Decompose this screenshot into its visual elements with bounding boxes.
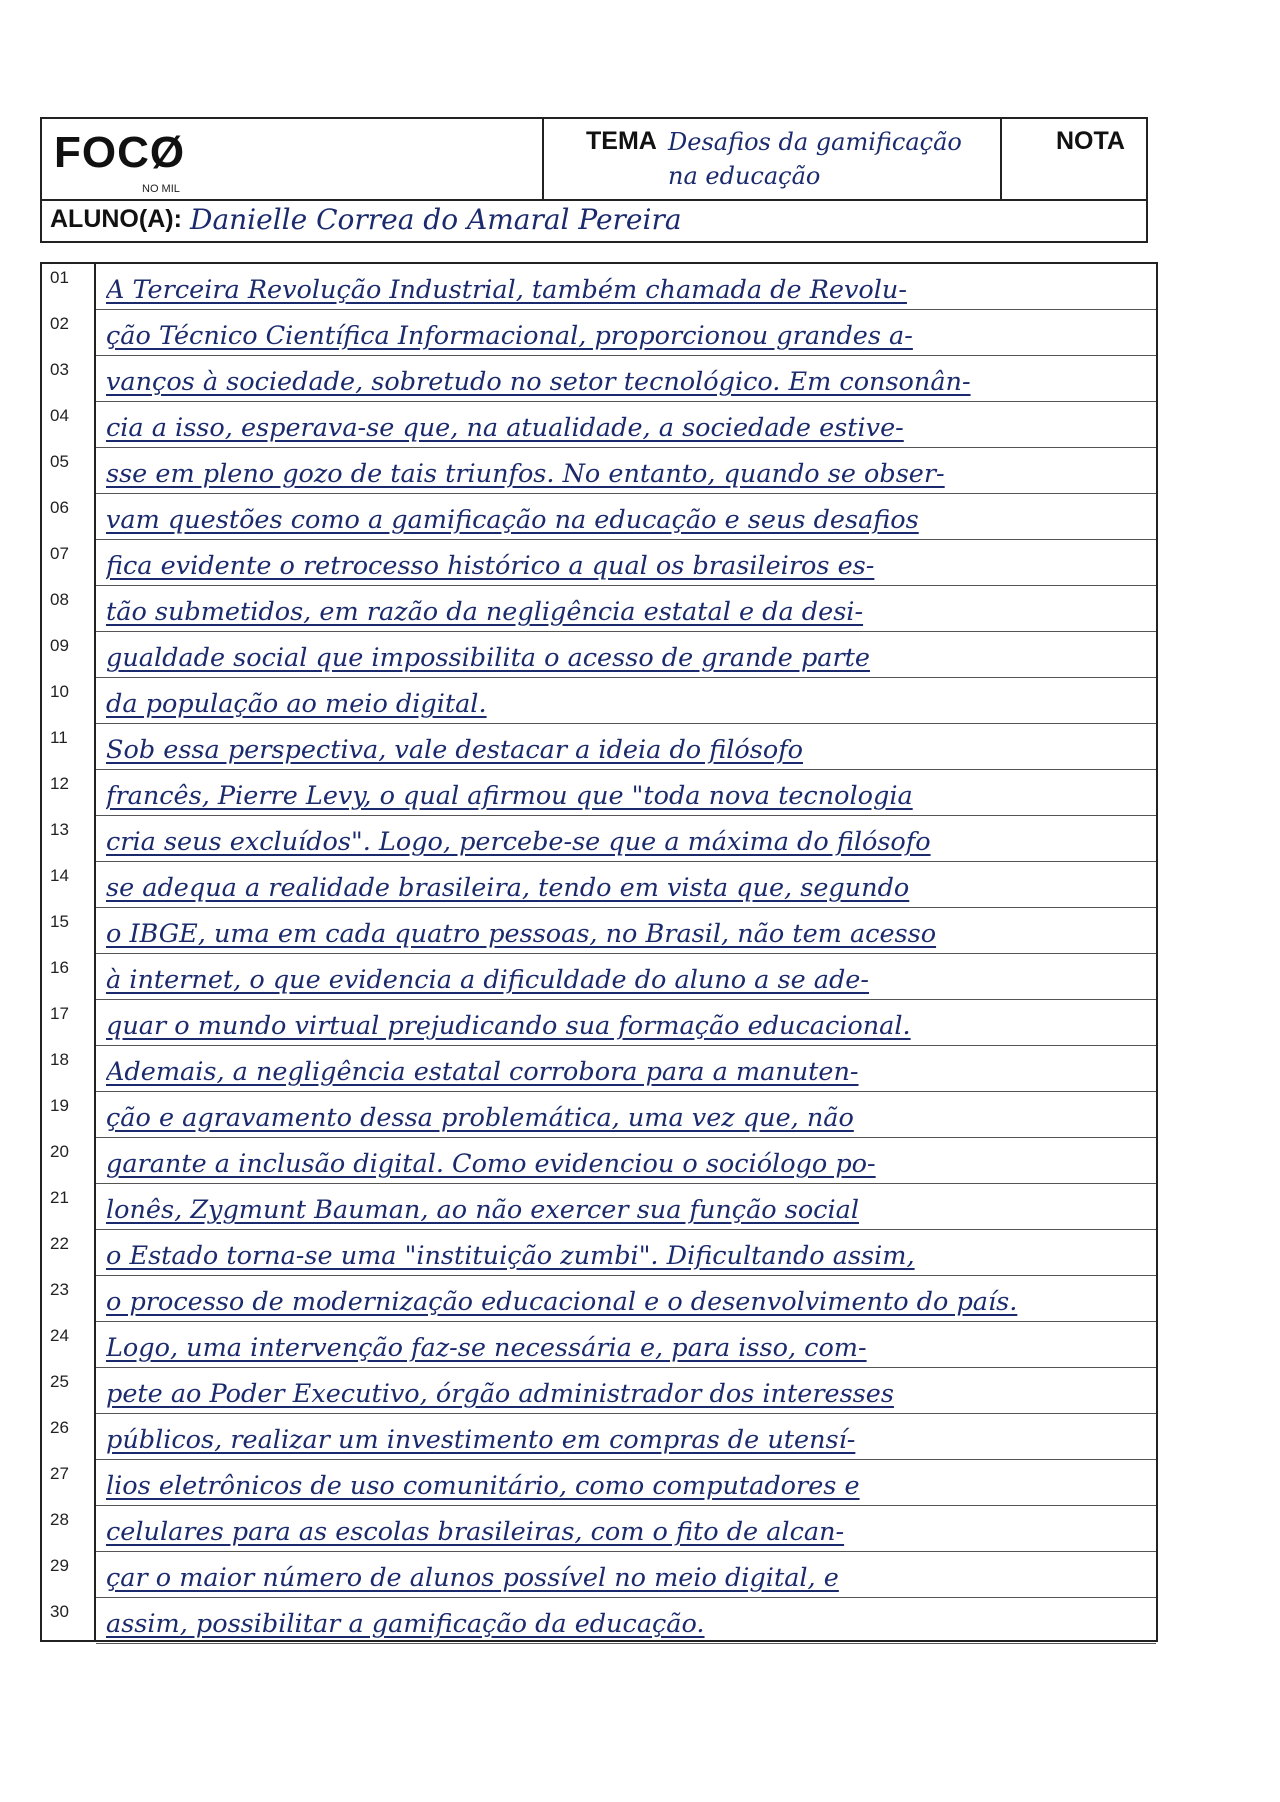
essay-line xyxy=(42,1138,1156,1184)
essay-line xyxy=(42,1368,1156,1414)
tema-label: TEMA xyxy=(586,127,657,155)
line-text: lios eletrônicos de uso comunitário, como computadores e xyxy=(106,1471,860,1501)
line-text: çar o maior número de alunos possível no meio digital, e xyxy=(106,1563,839,1593)
line-text: francês, Pierre Levy, o qual afirmou que "toda nova tecnologia xyxy=(106,781,913,811)
aluno-label: ALUNO(A): xyxy=(50,205,182,233)
line-number: 15 xyxy=(50,912,69,931)
aluno-value: Danielle Correa do Amaral Pereira xyxy=(190,203,682,236)
brand-logo-subtitle: NO MIL xyxy=(142,183,180,195)
line-number: 17 xyxy=(50,1004,69,1023)
line-number: 13 xyxy=(50,820,69,839)
essay-line xyxy=(42,1184,1156,1230)
line-number: 12 xyxy=(50,774,69,793)
line-text: Logo, uma intervenção faz-se necessária e, para isso, com- xyxy=(106,1333,867,1363)
aluno-row xyxy=(42,201,1146,241)
nota-label: NOTA xyxy=(1056,127,1125,155)
line-text: sse em pleno gozo de tais triunfos. No entanto, quando se obser- xyxy=(106,459,945,489)
essay-line xyxy=(42,310,1156,356)
line-number: 26 xyxy=(50,1418,69,1437)
line-number: 29 xyxy=(50,1556,69,1575)
line-number: 10 xyxy=(50,682,69,701)
line-number: 22 xyxy=(50,1234,69,1253)
essay-line xyxy=(42,954,1156,1000)
tema-cell xyxy=(542,119,1000,199)
line-text: gualdade social que impossibilita o acesso de grande parte xyxy=(106,643,871,673)
line-text: Ademais, a negligência estatal corrobora para a manuten- xyxy=(106,1057,859,1087)
essay-line xyxy=(42,494,1156,540)
line-number: 04 xyxy=(50,406,69,425)
line-number: 19 xyxy=(50,1096,69,1115)
header-top-row xyxy=(42,119,1146,201)
line-text: o IBGE, uma em cada quatro pessoas, no Brasil, não tem acesso xyxy=(106,919,937,949)
essay-line xyxy=(42,678,1156,724)
line-text: ção Técnico Científica Informacional, proporcionou grandes a- xyxy=(106,321,913,351)
line-text: tão submetidos, em razão da negligência estatal e da desi- xyxy=(106,597,864,627)
line-number: 08 xyxy=(50,590,69,609)
line-number: 02 xyxy=(50,314,69,333)
essay-line xyxy=(42,1276,1156,1322)
essay-line xyxy=(42,1046,1156,1092)
essay-line xyxy=(42,1414,1156,1460)
line-text: fica evidente o retrocesso histórico a qual os brasileiros es- xyxy=(106,551,875,581)
line-number: 20 xyxy=(50,1142,69,1161)
line-number: 06 xyxy=(50,498,69,517)
line-number: 24 xyxy=(50,1326,69,1345)
essay-line xyxy=(42,1598,1156,1644)
line-text: ção e agravamento dessa problemática, uma vez que, não xyxy=(106,1103,854,1133)
line-text: assim, possibilitar a gamificação da educação. xyxy=(106,1609,705,1639)
line-rule xyxy=(96,1643,1156,1644)
tema-value: Desafios da gamificação na educação xyxy=(668,128,962,190)
essay-line xyxy=(42,1552,1156,1598)
essay-line xyxy=(42,862,1156,908)
header-box xyxy=(40,117,1148,243)
line-number: 09 xyxy=(50,636,69,655)
line-number: 14 xyxy=(50,866,69,885)
essay-line xyxy=(42,356,1156,402)
line-text: Sob essa perspectiva, vale destacar a ideia do filósofo xyxy=(106,735,803,765)
line-number: 07 xyxy=(50,544,69,563)
line-number: 27 xyxy=(50,1464,69,1483)
line-text: vam questões como a gamificação na educação e seus desafios xyxy=(106,505,919,535)
line-text: cia a isso, esperava-se que, na atualidade, a sociedade estive- xyxy=(106,413,904,443)
essay-lines-box xyxy=(40,262,1158,1642)
essay-line xyxy=(42,816,1156,862)
line-text: garante a inclusão digital. Como evidenciou o sociólogo po- xyxy=(106,1149,876,1179)
line-text: se adequa a realidade brasileira, tendo em vista que, segundo xyxy=(106,873,910,903)
essay-line xyxy=(42,264,1156,310)
line-number: 05 xyxy=(50,452,69,471)
line-number: 30 xyxy=(50,1602,69,1621)
line-text: da população ao meio digital. xyxy=(106,689,487,719)
line-text: A Terceira Revolução Industrial, também chamada de Revolu- xyxy=(106,275,907,305)
essay-line xyxy=(42,1230,1156,1276)
line-text: celulares para as escolas brasileiras, com o fito de alcan- xyxy=(106,1517,845,1547)
essay-line xyxy=(42,632,1156,678)
line-number: 03 xyxy=(50,360,69,379)
line-text: lonês, Zygmunt Bauman, ao não exercer sua função social xyxy=(106,1195,859,1225)
essay-line xyxy=(42,1000,1156,1046)
line-text: pete ao Poder Executivo, órgão administrador dos interesses xyxy=(106,1379,894,1409)
line-number: 16 xyxy=(50,958,69,977)
line-number: 18 xyxy=(50,1050,69,1069)
line-number: 25 xyxy=(50,1372,69,1391)
line-text: quar o mundo virtual prejudicando sua formação educacional. xyxy=(106,1011,911,1041)
line-text: cria seus excluídos". Logo, percebe-se que a máxima do filósofo xyxy=(106,827,931,857)
line-number: 21 xyxy=(50,1188,69,1207)
essay-line xyxy=(42,908,1156,954)
essay-line xyxy=(42,402,1156,448)
essay-line xyxy=(42,1506,1156,1552)
essay-line xyxy=(42,724,1156,770)
line-number: 23 xyxy=(50,1280,69,1299)
essay-line xyxy=(42,540,1156,586)
essay-line xyxy=(42,770,1156,816)
line-text: o processo de modernização educacional e o desenvolvimento do país. xyxy=(106,1287,1018,1317)
line-text: o Estado torna-se uma "instituição zumbi". Dificultando assim, xyxy=(106,1241,915,1271)
line-number: 01 xyxy=(50,268,69,287)
line-text: à internet, o que evidencia a dificuldade do aluno a se ade- xyxy=(106,965,869,995)
brand-logo: FOCØ xyxy=(54,128,186,177)
essay-line xyxy=(42,448,1156,494)
essay-line xyxy=(42,1460,1156,1506)
essay-line xyxy=(42,586,1156,632)
essay-line xyxy=(42,1092,1156,1138)
line-number: 28 xyxy=(50,1510,69,1529)
line-text: públicos, realizar um investimento em compras de utensí- xyxy=(106,1425,856,1455)
essay-line xyxy=(42,1322,1156,1368)
nota-cell xyxy=(1000,119,1146,199)
line-number: 11 xyxy=(50,728,68,747)
line-text: vanços à sociedade, sobretudo no setor tecnológico. Em consonân- xyxy=(106,367,971,397)
